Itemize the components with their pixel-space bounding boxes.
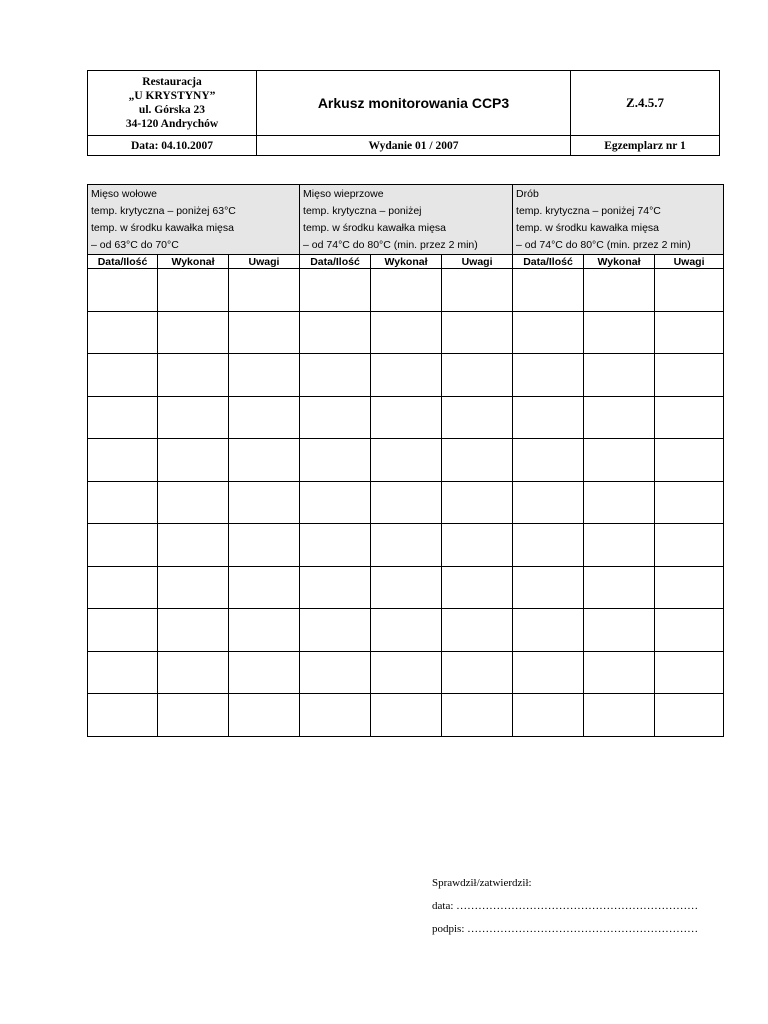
category-range: – od 63°C do 70°C: [91, 239, 179, 251]
entry-cell[interactable]: [300, 481, 371, 524]
table-row: [88, 354, 724, 397]
table-row: [88, 269, 724, 312]
entry-cell[interactable]: [300, 566, 371, 609]
category-measure: temp. w środku kawałka mięsa: [303, 222, 447, 234]
entry-cell[interactable]: [88, 354, 158, 397]
entry-cell[interactable]: [513, 269, 584, 312]
signature-block: [432, 872, 698, 941]
entry-cell[interactable]: [584, 524, 655, 567]
entry-cell[interactable]: [371, 609, 442, 652]
entry-cell[interactable]: [158, 566, 229, 609]
entry-cell[interactable]: [88, 439, 158, 482]
document-copy-number: Egzemplarz nr 1: [571, 136, 720, 156]
entry-cell[interactable]: [229, 524, 300, 567]
entry-cell[interactable]: [584, 566, 655, 609]
table-row: [88, 396, 724, 439]
entry-cell[interactable]: [229, 439, 300, 482]
column-header-row: [88, 255, 724, 269]
entry-cell[interactable]: [300, 269, 371, 312]
entry-cell[interactable]: [158, 269, 229, 312]
entry-cell[interactable]: [513, 439, 584, 482]
entry-cell[interactable]: [584, 396, 655, 439]
entry-cell[interactable]: [229, 566, 300, 609]
entry-cell[interactable]: [584, 311, 655, 354]
restaurant-street: ul. Górska 23: [138, 104, 206, 116]
table-row: [88, 566, 724, 609]
entry-cell[interactable]: [88, 311, 158, 354]
restaurant-type: Restauracja: [142, 76, 202, 88]
entry-cell[interactable]: [229, 481, 300, 524]
entry-cell[interactable]: [584, 354, 655, 397]
category-beef: [88, 185, 300, 255]
table-row: [88, 651, 724, 694]
entry-cell[interactable]: [584, 481, 655, 524]
table-row: [88, 481, 724, 524]
entry-cell[interactable]: [513, 651, 584, 694]
entry-cell[interactable]: [371, 396, 442, 439]
entry-cell[interactable]: [371, 311, 442, 354]
entry-cell[interactable]: [513, 524, 584, 567]
table-row: [88, 609, 724, 652]
entry-cell[interactable]: [88, 694, 158, 737]
entry-cell[interactable]: [442, 566, 513, 609]
entry-cell[interactable]: [513, 481, 584, 524]
entry-cell[interactable]: [442, 524, 513, 567]
table-row: [88, 311, 724, 354]
entry-cell[interactable]: [655, 269, 724, 312]
entry-cell[interactable]: [158, 481, 229, 524]
document-edition: Wydanie 01 / 2007: [257, 136, 571, 156]
table-row: [88, 439, 724, 482]
entry-cell[interactable]: [300, 694, 371, 737]
entry-cell[interactable]: [655, 481, 724, 524]
entry-cell[interactable]: [584, 269, 655, 312]
entry-cell[interactable]: [584, 651, 655, 694]
entry-cell[interactable]: [158, 651, 229, 694]
entry-cell[interactable]: [442, 651, 513, 694]
column-header-performed: Wykonał: [584, 255, 655, 269]
entry-cell[interactable]: [88, 566, 158, 609]
document-date: Data: 04.10.2007: [88, 136, 257, 156]
entry-cell[interactable]: [442, 269, 513, 312]
entry-cell[interactable]: [158, 439, 229, 482]
entry-cell[interactable]: [229, 694, 300, 737]
column-header-performed: Wykonał: [371, 255, 442, 269]
entry-cell[interactable]: [513, 311, 584, 354]
entry-cell[interactable]: [655, 396, 724, 439]
entry-cell[interactable]: [371, 651, 442, 694]
entry-cell[interactable]: [655, 609, 724, 652]
entry-cell[interactable]: [88, 524, 158, 567]
category-row: [88, 185, 724, 255]
entry-cell[interactable]: [584, 609, 655, 652]
entry-cell[interactable]: [229, 311, 300, 354]
entry-cell[interactable]: [513, 354, 584, 397]
entry-cell[interactable]: [442, 694, 513, 737]
entry-cell[interactable]: [584, 439, 655, 482]
entry-cell[interactable]: [88, 396, 158, 439]
entry-cell[interactable]: [371, 354, 442, 397]
entry-cell[interactable]: [158, 694, 229, 737]
column-header-notes: Uwagi: [229, 255, 300, 269]
category-poultry: [513, 185, 724, 255]
column-header-date-qty: Data/Ilość: [513, 255, 584, 269]
document-code: Z.4.5.7: [571, 71, 720, 136]
entry-cell[interactable]: [158, 354, 229, 397]
category-name: Drób: [516, 188, 539, 200]
entry-cell[interactable]: [655, 311, 724, 354]
signature-title: Sprawdził/zatwierdził:: [432, 877, 532, 889]
column-header-date-qty: Data/Ilość: [88, 255, 158, 269]
document-header: [87, 70, 720, 156]
entry-cell[interactable]: [229, 354, 300, 397]
entry-cell[interactable]: [158, 524, 229, 567]
entry-cell[interactable]: [88, 609, 158, 652]
entry-cell[interactable]: [300, 354, 371, 397]
entry-cell[interactable]: [655, 524, 724, 567]
entry-cell[interactable]: [655, 354, 724, 397]
restaurant-name: „U KRYSTYNY”: [128, 90, 216, 102]
column-header-date-qty: Data/Ilość: [300, 255, 371, 269]
table-row: [88, 524, 724, 567]
entry-cell[interactable]: [300, 439, 371, 482]
entry-cell[interactable]: [300, 524, 371, 567]
restaurant-info: [88, 71, 257, 136]
category-name: Mięso wołowe: [91, 188, 157, 200]
category-range: – od 74°C do 80°C (min. przez 2 min): [516, 239, 691, 251]
entry-cell[interactable]: [229, 269, 300, 312]
entry-cell[interactable]: [229, 651, 300, 694]
entry-cell[interactable]: [229, 396, 300, 439]
entry-cell[interactable]: [371, 269, 442, 312]
entry-cell[interactable]: [655, 439, 724, 482]
column-header-performed: Wykonał: [158, 255, 229, 269]
entry-cell[interactable]: [513, 566, 584, 609]
entry-cell[interactable]: [442, 481, 513, 524]
entry-cell[interactable]: [584, 694, 655, 737]
column-header-notes: Uwagi: [655, 255, 724, 269]
monitoring-table: [87, 184, 724, 737]
entry-cell[interactable]: [229, 609, 300, 652]
signature-date-line[interactable]: data: …………………………………………………………: [432, 900, 699, 912]
entry-cell[interactable]: [655, 694, 724, 737]
entry-cell[interactable]: [442, 311, 513, 354]
category-critical-temp: temp. krytyczna – poniżej 63°C: [91, 205, 236, 217]
category-measure: temp. w środku kawałka mięsa: [516, 222, 660, 234]
entry-cell[interactable]: [655, 566, 724, 609]
entry-cell[interactable]: [371, 439, 442, 482]
document-title: Arkusz monitorowania CCP3: [257, 71, 571, 136]
entry-cell[interactable]: [300, 651, 371, 694]
entry-cell[interactable]: [442, 439, 513, 482]
entry-cell[interactable]: [442, 396, 513, 439]
entry-cell[interactable]: [371, 524, 442, 567]
entry-cell[interactable]: [88, 651, 158, 694]
column-header-notes: Uwagi: [442, 255, 513, 269]
category-critical-temp: temp. krytyczna – poniżej: [303, 205, 422, 217]
entry-cell[interactable]: [371, 694, 442, 737]
entry-cell[interactable]: [442, 609, 513, 652]
category-measure: temp. w środku kawałka mięsa: [91, 222, 234, 234]
entry-cell[interactable]: [300, 396, 371, 439]
table-row: [88, 694, 724, 737]
category-pork: [300, 185, 513, 255]
category-range: – od 74°C do 80°C (min. przez 2 min): [303, 239, 478, 251]
entry-cell[interactable]: [371, 566, 442, 609]
restaurant-city: 34-120 Andrychów: [125, 118, 219, 130]
signature-sign-line[interactable]: podpis: ………………………………………………………: [432, 923, 699, 935]
category-critical-temp: temp. krytyczna – poniżej 74°C: [516, 205, 661, 217]
category-name: Mięso wieprzowe: [303, 188, 384, 200]
entry-cell[interactable]: [158, 609, 229, 652]
entry-cell[interactable]: [158, 396, 229, 439]
entry-cell[interactable]: [158, 311, 229, 354]
entry-cell[interactable]: [655, 651, 724, 694]
entry-cell[interactable]: [513, 694, 584, 737]
entry-cell[interactable]: [371, 481, 442, 524]
entry-cell[interactable]: [300, 609, 371, 652]
entry-cell[interactable]: [442, 354, 513, 397]
entry-cell[interactable]: [88, 481, 158, 524]
entry-cell[interactable]: [513, 609, 584, 652]
entry-cell[interactable]: [88, 269, 158, 312]
entry-cell[interactable]: [513, 396, 584, 439]
entry-cell[interactable]: [300, 311, 371, 354]
